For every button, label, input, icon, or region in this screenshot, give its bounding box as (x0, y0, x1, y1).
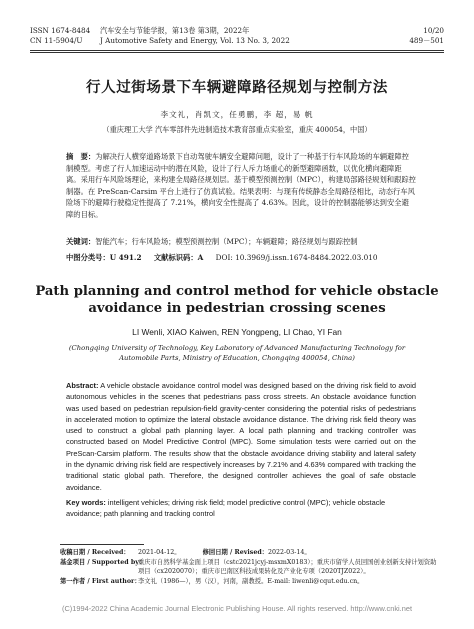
keywords-cn (66, 236, 416, 248)
keywords-cn-label: 关键词： (66, 237, 96, 246)
keywords-en-text: intelligent vehicles; driving risk field; model predictive control (MPC); vehicle obstacle avoidance; path planning and tracking control (66, 498, 386, 519)
footnotes (60, 548, 440, 586)
doi: DOI: 10.3969/j.issn.1674-8484.2022.03.010 (215, 253, 378, 262)
received-date: 2021-04-12。 (138, 549, 181, 556)
page-info (409, 26, 444, 46)
footnote-dates (60, 548, 440, 558)
abstract-en (66, 380, 416, 493)
title-en: Path planning and control method for vehicle obstacle avoidance in pedestrian crossing scenes (35, 284, 439, 316)
affiliation-cn: （重庆理工大学 汽车零部件先进制造技术教育部重点实验室，重庆 400054，中国） (102, 125, 372, 134)
footnote-support (60, 558, 440, 577)
classification-line (66, 253, 416, 263)
revised-date: 2022-03-14。 (268, 549, 311, 556)
abstract-en-label: Abstract: (66, 381, 99, 390)
first-author-text: 李文礼（1986—），男（汉），河南，副教授。E-mail: liwenli@cqut.edu.cn。 (138, 577, 364, 585)
issn: ISSN 1674-8484 (30, 26, 91, 35)
page-range: 489－501 (409, 36, 444, 45)
abstract-cn-text: 为解决行人横穿道路场景下自动驾驶车辆安全避障问题，设计了一种基于行车风险场的车辆避障控制模型。考虑了行人加速运动中的潜在风险，设计了行人斥力场重心的新型避障函数，以优化横向避障距离。采用行车风险场理论，来构建全局路径规划层。基于模型预测控制（MPC），构建局部路径规划和跟踪控制器。在 PreScan-Carsim 平台上进行了仿真试验。结果表明：与现有传统静态全局路径相比，动态行车风险场下的避障行驶稳定性提高了 7.21%，横向安全性提高了 4.63%。因此，设计的控制器能够达到安全避障的目标。 (66, 152, 416, 219)
abstract-en-text: A vehicle obstacle avoidance control model was designed based on the driving risk field to avoid autonomous vehicles in the scenes that pedestrians pass cross streets. An obstacle avoidance function was used based on pedestrian repulsion-field gravity-center considering the potential risks of pedestrians in accelerated motion to optimize the lateral obstacle avoidance distance. The driving risk field theory was used to construct a global path planning layer. A local path planning and tracking controller was constructed based on Model Predictive Control (MPC). Some simulation tests were carried out on the PreScan-Carsim platform. The results show that the obstacle avoidance driving stability and lateral safety in the dynamic driving risk field are respectively increases by 7.21% and 4.63% compared with tracking the traditional static global path. Therefore, the designed controller achieves the goal of safe obstacle avoidance. (66, 381, 416, 492)
footnote-author (60, 577, 440, 587)
abstract-cn-label: 摘 要： (66, 152, 96, 161)
header-rule-2 (30, 52, 444, 53)
footnote-rule (60, 544, 144, 545)
support-label: 基金项目 / Supported by： (60, 558, 146, 566)
title-cn: 行人过街场景下车辆避障路径规划与控制方法 (86, 79, 388, 96)
cn-number: CN 11-5904/U (30, 36, 83, 45)
keywords-en (66, 497, 416, 520)
copyright-footer: (C)1994-2022 China Academic Journal Electronic Publishing House. All rights reserved. http://www.cnki.net (62, 604, 412, 613)
journal-name-en: J Automotive Safety and Energy, Vol. 13 No. 3, 2022 (100, 36, 290, 45)
abstract-cn (66, 151, 416, 221)
journal-block (100, 26, 290, 46)
document-code: 文献标识码：A (153, 253, 204, 262)
keywords-cn-text: 智能汽车；行车风险场；模型预测控制（MPC）；车辆避障；路径规划与跟踪控制 (95, 237, 358, 246)
affiliation-en: (Chongqing University of Technology, Key Laboratory of Advanced Manufacturing Technology for Automobile Parts, Ministry of Education, Chongqing 400054, China) (68, 344, 406, 362)
issn-block (30, 26, 90, 46)
header-rule (30, 50, 444, 51)
revised-label: 修回日期 / Revised： (202, 549, 269, 556)
received-label: 收稿日期 / Received： (60, 549, 130, 556)
keywords-en-label: Key words: (66, 498, 106, 507)
authors-en: LI Wenli, XIAO Kaiwen, REN Yongpeng, LI Chao, YI Fan (132, 327, 342, 337)
authors-cn: 李文礼，肖凯文，任勇鹏，李 超，易 帆 (160, 110, 314, 119)
page-count: 10/20 (423, 26, 444, 35)
support-text: 重庆市自然科学基金面上项目（cstc2021jcyj-msxmX0183）；重庆市留学人员回国创业创新支持计划资助项目（cx2020070）；重庆市巴南区科技成果转化及产业化专项（2020TJZ022）。 (138, 558, 437, 576)
journal-name-cn: 汽车安全与节能学报，第13卷 第3期，2022年 (100, 26, 250, 35)
clc-number: 中图分类号：U 491.2 (66, 253, 142, 262)
first-author-label: 第一作者 / First author： (60, 577, 141, 585)
